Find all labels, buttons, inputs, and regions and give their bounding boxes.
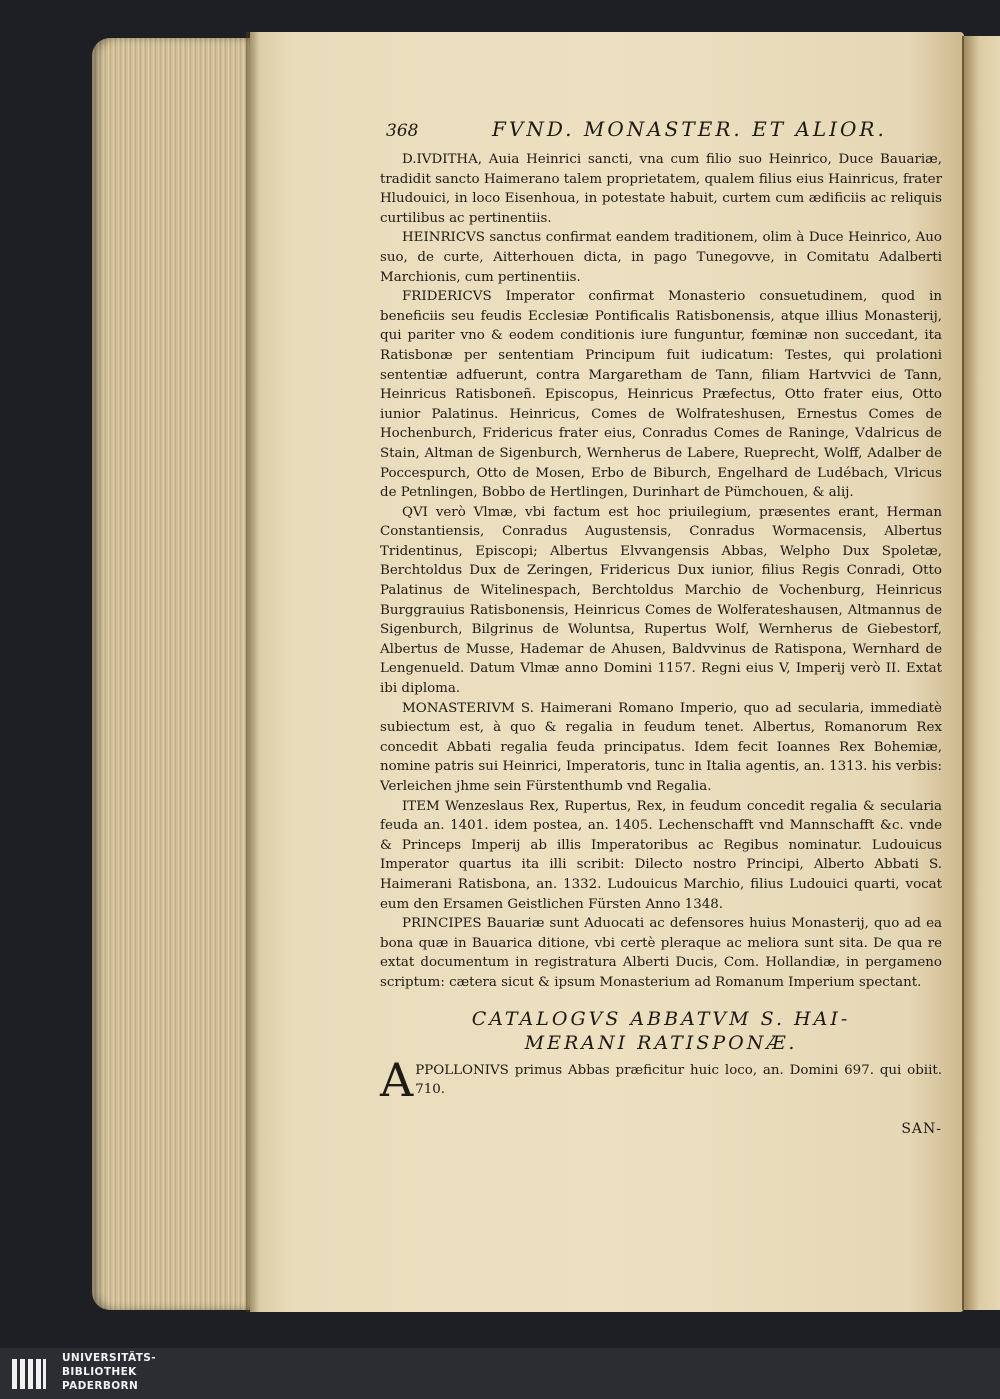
book-fore-edge (92, 38, 252, 1310)
catalog-entry-appollonius (380, 1052, 942, 1107)
library-logo-text (62, 1351, 156, 1393)
paragraph-qui-vero: QVI verò Vlmæ, vbi factum est hoc priuilegium, præsentes erant, Herman Constantiensis, Conradus Augustensis, Conradus Wormacensis, Albertus Tridentinus, Episcopi; Albertus Elvvangensis Abbas, Welpho Dux Spoletæ, Berchtoldus Dux de Zeringen, Fridericus Dux iunior, filius Regis Conradi, Otto Palatinus de Witelinespach, Berchtoldus Marchio de Vochenburg, Heinricus Burggrauius Ratisbonensis, Heinricus Comes de Wolferateshausen, Altmannus de Sigenburch, Bilgrinus de Woluntsa, Rupertus Wolf, Wernherus de Giebestorf, Albertus de Musse, Hademar de Ahusen, Baldvvinus de Ratispona, Wernhard de Lengenueld. Datum Vlmæ anno Domini 1157. Regni eius V, Imperij verò II. Extat ibi diploma. (380, 504, 942, 697)
catalog-heading (380, 1007, 942, 1055)
catchword: SAN- (901, 1120, 942, 1137)
paragraph-monasterium: MONASTERIVM S. Haimerani Romano Imperio, quo ad secularia, immediatè subiectum est, à quo & regalia in feudum tenet. Albertus, Romanorum Rex concedit Abbati regalia feuda principatus. Idem fecit Ioannes Rex Bohemiæ, nomine patris sui Heinrici, Imperatoris, tunc in Italia agentis, an. 1313. his verbis: Verleichen jhme sein Fürstenthumb vnd Regalia. (380, 700, 942, 794)
page-gutter-shadow (246, 32, 260, 1312)
page-header (380, 118, 942, 150)
catalog-heading-line2: MERANI RATISPONÆ. (524, 1031, 798, 1054)
paragraph-heinricus: HEINRICVS sanctus confirmat eandem traditionem, olim à Duce Heinrico, Auo suo, de curte, Aitterhouen dicta, in pago Tunegovve, in Comitatu Adalberti Marchionis, cum pertinentiis. (380, 230, 942, 285)
page-number: 368 (386, 121, 419, 141)
catalog-entry-text: PPOLLONIVS primus Abbas præficitur huic loco, an. Domini 697. qui obiit. 710. (415, 1062, 942, 1098)
paragraph-fridericus: FRIDERICVS Imperator confirmat Monasterio consuetudinem, quod in beneficiis seu feudis Ecclesiæ Pontificalis Ratisbonensis, atque illius Monasterij, qui pariter vno & eodem conditionis iure funguntur, fœminæ non succedant, ita Ratisbonæ per sententiam Principum fuit iudicatum: Testes, qui prolationi sententiæ adfuerunt, contra Margaretham de Tann, filiam Hartvvici de Tann, Heinricus Ratisboneñ. Episcopus, Heinricus Præfectus, Otto frater eius, Otto iunior Palatinus. Heinricus, Comes de Wolfrateshusen, Ernestus Comes de Hochenburch, Fridericus frater eius, Conradus Comes de Raninge, Vdalricus de Stain, Altman de Sigenburch, Wernherus de Labere, Rueprecht, Wolff, Adalber de Poccespurch, Otto de Mosen, Erbo de Biburch, Engelhard de Ludébach, Vlricus de Petnlingen, Bobbo de Hertlingen, Durinhart de Pümchouen, & alij. (380, 289, 942, 501)
facing-page-edge (962, 36, 1000, 1310)
library-footer (0, 1348, 1000, 1399)
library-logo-line2: BIBLIOTHEK (62, 1366, 137, 1378)
page-text (380, 118, 942, 1139)
catalog-heading-line1: CATALOGVS ABBATVM S. HAI- (471, 1007, 851, 1030)
library-logo-line3: PADERBORN (62, 1380, 139, 1392)
paragraph-principes: PRINCIPES Bauariæ sunt Aduocati ac defensores huius Monasterij, quo ad ea bona quæ in Bauarica ditione, vbi certè pleraque ac meliora sunt sita. De qua re extat documentum in registratura Alberti Ducis, Com. Hollandiæ, in pergameno scriptum: cætera sicut & ipsum Monasterium ad Romanum Imperium spectant. (380, 916, 942, 990)
paragraph-item: ITEM Wenzeslaus Rex, Rupertus, Rex, in feudum concedit regalia & secularia feuda an. 1401. idem postea, an. 1405. Lechenschafft vnd Mannschafft &c. vnde & Princeps Imperij ab illis Imperatoribus ac Regibus nominatur. Ludouicus Imperator quartus ita illi scribit: Dilecto nostro Principi, Alberto Abbati S. Haimerani Ratisbona, an. 1332. Ludouicus Marchio, filius Ludouici quarti, vocat eum den Ersamen Geistlichen Fürsten Anno 1348. (380, 798, 942, 912)
library-logo-icon (10, 1355, 48, 1393)
library-logo-line1: UNIVERSITÄTS- (62, 1352, 157, 1364)
running-head: FVND. MONASTER. ET ALIOR. (492, 117, 887, 141)
drop-cap: A (380, 1052, 414, 1107)
paragraph-iuditha: D.IVDITHA, Auia Heinrici sancti, vna cum filio suo Heinrico, Duce Bauariæ, tradidit sancto Haimerano talem proprietatem, qualem filius eius Hainricus, frater Hludouici, in loco Eisenhoua, in potestate habuit, curtem cum ædificiis ac reliquis curtilibus ac pertinentiis. (380, 152, 942, 226)
